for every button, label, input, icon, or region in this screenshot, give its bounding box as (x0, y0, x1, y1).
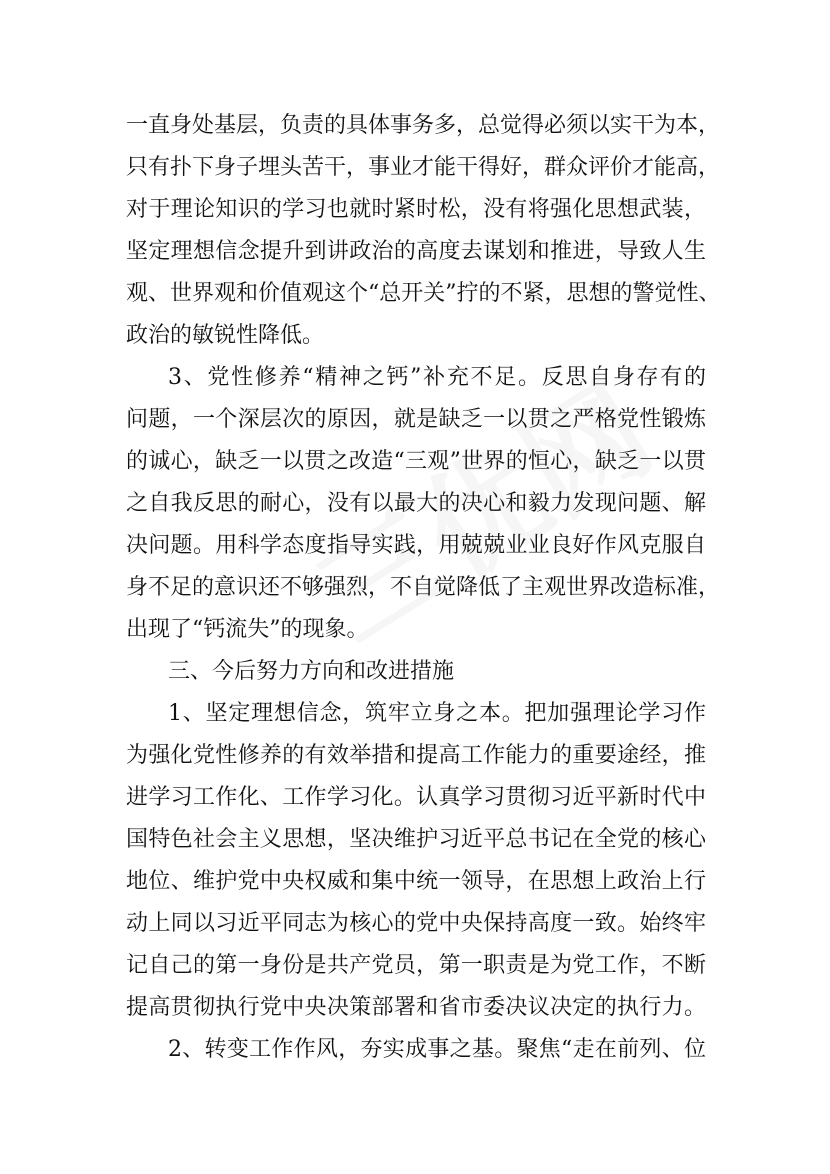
text-line: 之自我反思的耐心，没有以最大的决心和毅力发现问题、解 (126, 491, 706, 516)
text-line: 观、世界观和价值观这个“总开关”拧的不紧，思想的警觉性、 (126, 281, 721, 306)
text-line: 地位、维护党中央权威和集中统一领导，在思想上政治上行 (126, 869, 706, 894)
paragraph-first-line: 2、转变工作作风，夯实成事之基。聚焦“走在前列、位 (168, 1037, 706, 1062)
text-line: 问题，一个深层次的原因，就是缺乏一以贯之严格党性锻炼 (126, 407, 706, 432)
text-line: 只有扑下身子埋头苦干，事业才能干得好，群众评价才能高， (126, 155, 721, 180)
text-line: 进学习工作化、工作学习化。认真学习贯彻习近平新时代中 (126, 785, 706, 810)
text-line: 政治的敏锐性降低。 (126, 323, 325, 348)
text-line: 记自己的第一身份是共产党员，第一职责是为党工作，不断 (126, 953, 706, 978)
text-line: 提高贯彻执行党中央决策部署和省市委决议决定的执行力。 (126, 995, 706, 1020)
paragraph-first-line: 3、党性修养“精神之钙”补充不足。反思自身存有的 (168, 365, 706, 390)
text-line: 一直身处基层，负责的具体事务多，总觉得必须以实干为本， (126, 113, 721, 138)
text-line: 动上同以习近平同志为核心的党中央保持高度一致。始终牢 (126, 911, 706, 936)
text-line: 对于理论知识的学习也就时紧时松，没有将强化思想武装， (126, 197, 706, 222)
text-line: 为强化党性修养的有效举措和提高工作能力的重要途经，推 (126, 743, 706, 768)
paragraph-first-line: 1、坚定理想信念，筑牢立身之本。把加强理论学习作 (168, 701, 706, 726)
text-line: 出现了“钙流失”的现象。 (126, 617, 369, 642)
text-line: 决问题。用科学态度指导实践，用兢兢业业良好作风克服自 (126, 533, 706, 558)
text-line: 坚定理想信念提升到讲政治的高度去谋划和推进，导致人生 (126, 239, 706, 264)
text-line: 的诚心，缺乏一以贯之改造“三观”世界的恒心，缺乏一以贯 (126, 449, 706, 474)
section-heading: 三、今后努力方向和改进措施 (168, 659, 455, 684)
text-line: 身不足的意识还不够强烈，不自觉降低了主观世界改造标准， (126, 575, 721, 600)
text-line: 国特色社会主义思想，坚决维护习近平总书记在全党的核心 (126, 827, 706, 852)
